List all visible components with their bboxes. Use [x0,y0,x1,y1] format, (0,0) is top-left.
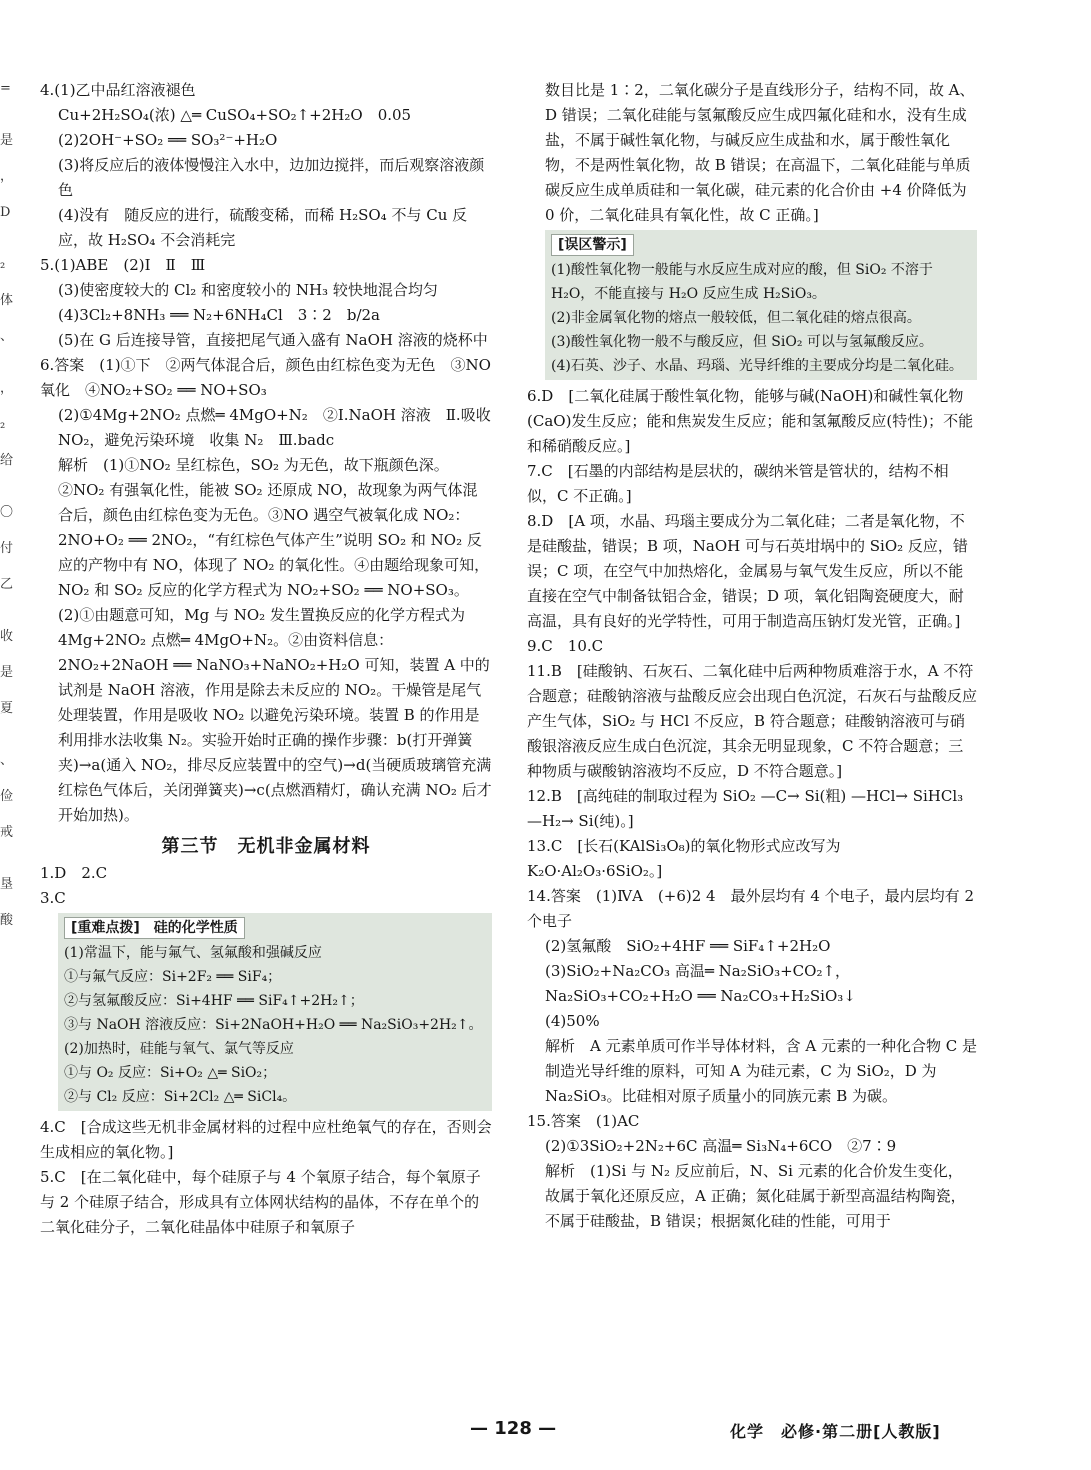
gutter-fragment: ₂ [0,257,6,272]
gutter-fragments [0,78,14,946]
page-footer [0,1418,1091,1448]
section-title: 第三节 无机非金属材料 [161,836,371,857]
misconception-heading: [误区警示] [551,234,634,256]
gutter-fragment: 收 [0,629,14,644]
answer-line: (4)没有 随反应的进行，硫酸变稀，而稀 H₂SO₄ 不与 Cu 反应，故 H₂SO₄ 不会消耗完 [58,206,468,249]
answer-line: 解析 A 元素单质可作半导体材料，含 A 元素的一种化合物 C 是制造光导纤维的原料，可知 A 为硅元素，C 为 SiO₂，D 为 Na₂SiO₃。比硅相对原子质量小的同族元素 B 为碳。 [545,1037,977,1105]
answer-line: (3)SiO₂+Na₂CO₃ 高温═ Na₂SiO₃+CO₂↑，Na₂SiO₃+CO₂+H₂O ══ Na₂CO₃+H₂SiO₃↓ [545,962,856,1005]
gutter-fragment: 酸 [0,913,14,928]
answer-line: (2)①4Mg+2NO₂ 点燃═ 4MgO+N₂ ②Ⅰ.NaOH 溶液 Ⅱ.吸收 NO₂，避免污染环境 收集 N₂ Ⅲ.badc [58,406,491,449]
answer-line: 15.答案 (1)AC [527,1112,640,1130]
box-line: (1)常温下，能与氟气、氢氟酸和强碱反应 [64,945,322,961]
answer-line: 5.(1)ABE (2)Ⅰ Ⅱ Ⅲ [40,256,206,274]
answer-line: (4)3Cl₂+8NH₃ ══ N₂+6NH₄Cl 3∶2 b/2a [58,306,380,324]
box-line: (4)石英、沙子、水晶、玛瑙、光导纤维的主要成分均是二氧化硅。 [551,358,963,374]
answer-line: Cu+2H₂SO₄(浓) △═ CuSO₄+SO₂↑+2H₂O 0.05 [58,106,412,124]
gutter-fragment: ₂ [0,417,6,432]
gutter-fragment: 戒 [0,825,14,840]
gutter-fragment: 夏 [0,701,14,716]
box-line: (1)酸性氧化物一般能与水反应生成对应的酸，但 SiO₂ 不溶于 H₂O，不能直接与 H₂O 反应生成 H₂SiO₃。 [551,262,933,302]
answer-line: (2)①由题意可知，Mg 与 NO₂ 发生置换反应的化学方程式为 4Mg+2NO₂ 点燃═ 4MgO+N₂。②由资料信息：2NO₂+2NaOH ══ NaNO₃+NaNO₂+H₂O 可知，装置 A 中的试剂是 NaOH 溶液，作用是除去未反应的 NO₂。干燥管是尾气处理装置，作用是吸收 NO₂ 以避免污染环境。装置 B 的作用是利用排水法收集 N₂。实验开始时正确的操作步骤：b(打开弹簧夹)→a(通入 NO₂，排尽反应装置中的空气)→d(当硬质玻璃管充满红棕色气体后，关闭弹簧夹)→c(点燃酒精灯，确认充满 NO₂ 后才开始加热)。 [58,606,492,824]
gutter-fragment: D [0,205,11,220]
answer-line: 6.答案 (1)①下 ②两气体混合后，颜色由红棕色变为无色 ③NO 氧化 ④NO₂+SO₂ ══ NO+SO₃ [40,356,506,399]
box-line: ②与 Cl₂ 反应：Si+2Cl₂ △═ SiCl₄。 [64,1089,297,1105]
answer-line: 7.C [石墨的内部结构是层状的，碳纳米管是管状的，结构不相似，C 不正确。] [527,462,949,505]
answer-line: 5.C [在二氧化硅中，每个硅原子与 4 个氧原子结合，每个氧原子与 2 个硅原子结合，形成具有立体网状结构的晶体，不存在单个的二氧化硅分子，二氧化硅晶体中硅原子和氧原子 [40,1168,481,1236]
answer-line: (3)将反应后的液体慢慢注入水中，边加边搅拌，而后观察溶液颜色 [58,156,485,199]
gutter-fragment: 〇 [0,505,14,520]
answer-line: (2)氢氟酸 SiO₂+4HF ══ SiF₄↑+2H₂O [545,937,831,955]
left-column [40,78,506,1240]
box-line: ①与氟气反应：Si+2F₂ ══ SiF₄； [64,969,282,985]
gutter-fragment: = [0,81,11,96]
answer-line: (4)50% [545,1012,600,1030]
box-line: ①与 O₂ 反应：Si+O₂ △═ SiO₂； [64,1065,277,1081]
right-column [527,78,977,1234]
box-line: ②与氢氟酸反应：Si+4HF ══ SiF₄↑+2H₂↑； [64,993,364,1009]
gutter-fragment: ， [0,169,14,184]
answer-line: (2)2OH⁻+SO₂ ══ SO₃²⁻+H₂O [58,131,278,149]
book-label: 化学 必修·第二册[人教版] [730,1422,941,1441]
gutter-fragment: 体 [0,293,14,308]
gutter-fragment: 、 [0,329,14,344]
answer-line: 解析 (1)Si 与 N₂ 反应前后，N、Si 元素的化合价发生变化，故属于氧化还原反应，A 正确；氮化硅属于新型高温结构陶瓷，不属于硅酸盐，B 错误；根据氮化硅的性能，可用于 [545,1162,966,1230]
answer-line: (3)使密度较大的 Cl₂ 和密度较小的 NH₃ 较快地混合均匀 [58,281,438,299]
gutter-fragment: 乙 [0,577,14,592]
answer-line: 数目比是 1∶2，二氧化碳分子是直线形分子，结构不同，故 A、D 错误；二氧化硅能与氢氟酸反应生成四氟化硅和水，没有生成盐，不属于碱性氧化物，与碱反应生成盐和水，属于酸性氧化物，不是两性氧化物，故 B 错误；在高温下，二氧化硅能与单质碳反应生成单质硅和一氧化碳，硅元素的化合价由 +4 价降低为 0 价，二氧化硅具有氧化性，故 C 正确。] [545,81,975,224]
gutter-fragment: ， [0,381,14,396]
answer-line: 9.C 10.C [527,637,604,655]
answer-line: 12.B [高纯硅的制取过程为 SiO₂ —C→ Si(粗) —HCl→ SiHCl₃ —H₂→ Si(纯)。] [527,787,964,830]
gutter-fragment: 垦 [0,877,14,892]
gutter-fragment: 、 [0,753,14,768]
answer-line: 解析 (1)①NO₂ 呈红棕色，SO₂ 为无色，故下瓶颜色深。②NO₂ 有强氧化性，能被 SO₂ 还原成 NO，故现象为两气体混合后，颜色由红棕色变为无色。③NO 遇空气被氧化成 NO₂：2NO+O₂ ══ 2NO₂，“有红棕色气体产生”说明 SO₂ 和 NO₂ 反应的产物中有 NO，体现了 NO₂ 的氧化性。④由题给现象可知，NO₂ 和 SO₂ 反应的化学方程式为 NO₂+SO₂ ══ NO+SO₃。 [58,456,490,599]
page-number: — 128 — [470,1418,557,1439]
box-line: (2)加热时，硅能与氧气、氯气等反应 [64,1041,294,1057]
misconception-box [545,230,977,380]
answer-line: (5)在 G 后连接导管，直接把尾气通入盛有 NaOH 溶液的烧杯中 [58,331,488,349]
gutter-fragment: 是 [0,133,14,148]
gutter-fragment: 是 [0,665,14,680]
key-points-box [58,913,492,1111]
answer-line: (2)①3SiO₂+2N₂+6C 高温═ Si₃N₄+6CO ②7∶9 [545,1137,897,1155]
answer-line: 13.C [长石(KAlSi₃O₈)的氧化物形式应改写为 K₂O·Al₂O₃·6SiO₂。] [527,837,841,880]
answer-line: 3.C [40,889,66,907]
answer-line: 6.D [二氧化硅属于酸性氧化物，能够与碱(NaOH)和碱性氧化物(CaO)发生反应；能和焦炭发生反应；能和氢氟酸反应(特性)；不能和稀硝酸反应。] [527,387,974,455]
answer-line: 11.B [硅酸钠、石灰石、二氧化硅中后两种物质难溶于水，A 不符合题意；硅酸钠溶液与盐酸反应会出现白色沉淀，石灰石与盐酸反应产生气体，SiO₂ 与 HCl 不反应，B 符合题意；硅酸钠溶液可与硝酸银溶液反应生成白色沉淀，其余无明显现象，C 不符合题意；三种物质与碳酸钠溶液均不反应，D 不符合题意。] [527,662,978,780]
box-line: ③与 NaOH 溶液反应：Si+2NaOH+H₂O ══ Na₂SiO₃+2H₂↑。 [64,1017,483,1033]
answer-line: 14.答案 (1)ⅣA (+6)2 4 最外层均有 4 个电子，最内层均有 2 个电子 [527,887,974,930]
gutter-fragment: 俭 [0,789,14,804]
box-line: (2)非金属氧化物的熔点一般较低，但二氧化硅的熔点很高。 [551,310,921,326]
gutter-fragment: 付 [0,541,14,556]
gutter-fragment: 给 [0,453,14,468]
answer-line: 1.D 2.C [40,864,108,882]
answer-line: 8.D [A 项，水晶、玛瑙主要成分为二氧化硅；二者是氧化物，不是硅酸盐，错误；B 项，NaOH 可与石英坩埚中的 SiO₂ 反应，错误；C 项，在空气中加热熔化，金属易与氧气发生反应，所以不能直接在空气中制备钛铝合金，错误；D 项，氧化铝陶瓷硬度大，耐高温，具有良好的光学特性，可用于制造高压钠灯发光管，正确。] [527,512,968,630]
answer-line: 4.(1)乙中品红溶液褪色 [40,81,196,99]
key-points-heading: [重难点拨] 硅的化学性质 [64,917,245,939]
answer-line: 4.C [合成这些无机非金属材料的过程中应杜绝氧气的存在，否则会生成相应的氧化物。] [40,1118,492,1161]
box-line: (3)酸性氧化物一般不与酸反应，但 SiO₂ 可以与氢氟酸反应。 [551,334,933,350]
